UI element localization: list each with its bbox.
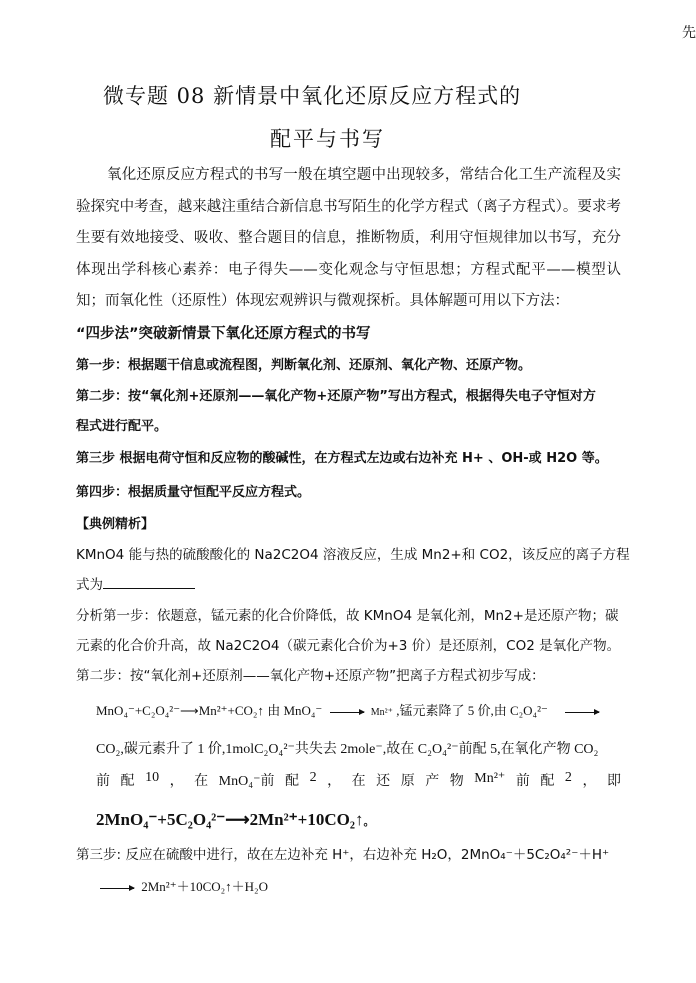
step-2a: 第二步：按“氧化剂+还原剂——氧化产物+还原产物”写出方程式，根据得失电子守恒对方 (76, 389, 596, 404)
arrow-icon-2 (565, 712, 599, 713)
arrow-icon-3 (100, 888, 134, 889)
word: 配 (540, 774, 555, 789)
page-title-line2: 配平与书写 (270, 127, 385, 151)
equation-note-mid: 由 MnO₄⁻ (267, 703, 323, 718)
analysis-line1: 分析第一步：依题意，锰元素的化合价降低，故 KMnO4 是氧化剂，Mn2+是还原产物；碳 (76, 608, 619, 624)
word: 产 (425, 774, 440, 789)
word: 2 (564, 770, 572, 785)
equation-mn: Mn²⁺ (370, 707, 393, 718)
analysis-line5 (96, 770, 621, 790)
word: ， (582, 774, 597, 789)
word: 物 (449, 774, 464, 789)
answer-blank (103, 576, 195, 589)
question-line1: KMnO4 能与热的硫酸酸化的 Na2C2O4 溶液反应，生成 Mn2+和 CO2，该反应的离子方程 (76, 547, 630, 563)
question-line2 (76, 573, 195, 593)
word: ， (169, 774, 184, 789)
equation-line1 (96, 700, 603, 719)
arrow-icon (330, 712, 364, 713)
step-2b: 程式进行配平。 (76, 419, 168, 434)
step3-equation-text: 2Mn²⁺＋10CO₂↑＋H₂O (141, 879, 268, 894)
corner-character: 先 (682, 25, 696, 41)
step-4: 第四步：根据质量守恒配平反应方程式。 (76, 485, 311, 500)
analysis-line3: 第二步：按“氧化剂+还原剂——氧化产物+还原产物”把离子方程式初步写成： (76, 668, 545, 684)
section-heading: “四步法”突破新情景下氧化还原方程式的书写 (76, 326, 371, 342)
step-3: 第三步 根据电荷守恒和反应物的酸碱性，在方程式左边或右边补充 H+ 、OH-或 H2O 等。 (76, 451, 608, 466)
balanced-equation-text: 2MnO₄⁻+5C₂O₄²⁻⟶2Mn²⁺+10CO₂↑ (96, 810, 364, 829)
word: Mn²⁺ (474, 771, 506, 786)
word: 前 (96, 774, 110, 789)
word: 2 (309, 770, 317, 785)
intro-paragraph (76, 160, 621, 318)
equation-period: 。 (363, 816, 375, 828)
analysis-line4: CO₂,碳元素升了 1 价,1molC₂O₄²⁻共失去 2mole⁻,故在 C₂O₄²⁻前配 5,在氧化产物 CO₂ (96, 742, 599, 757)
example-heading: 【典例精析】 (76, 517, 155, 532)
word: 配 (285, 774, 300, 789)
step-1: 第一步：根据题干信息或流程图，判断氧化剂、还原剂、氧化产物、还原产物。 (76, 358, 532, 373)
word: 在 (194, 774, 209, 789)
analysis-line2: 元素的化合价升高，故 Na2C2O4（碳元素化合价为+3 价）是还原剂，CO2 是氧化产物。 (76, 638, 621, 654)
word: 即 (606, 774, 621, 789)
step3-analysis: 第三步: 反应在硫酸中进行，故在左边补充 H⁺，右边补充 H₂O，2MnO₄⁻＋5C₂O₄²⁻＋H⁺ (76, 847, 610, 863)
word: ， (327, 774, 342, 789)
word: 前 (515, 774, 530, 789)
equation-unbalanced: MnO₄⁻+C₂O₄²⁻⟶Mn²⁺+CO₂↑ (96, 703, 264, 718)
equation-note-rest: ,锰元素降了 5 价,由 C₂O₄²⁻ (396, 703, 548, 718)
word: MnO₄⁻前 (218, 774, 275, 789)
word: 10 (145, 770, 160, 785)
intro-text: 氧化还原反应方程式的书写一般在填空题中出现较多，常结合化工生产流程及实验探究中考查，越来越注重结合新信息书写陌生的化学方程式（离子方程式）。要求考生要有效地接受、吸收、整合题目的信息，推断物质，利用守恒规律加以书写，充分体现出学科核心素养：电子得失——变化观念与守恒思想；方程式配平——模型认知；而氧化性（还原性）体现宏观辨识与微观探析。具体解题可用以下方法： (76, 167, 621, 309)
word: 在 (351, 774, 366, 789)
page-title-line1: 微专题 08 新情景中氧化还原反应方程式的 (103, 84, 522, 108)
balanced-equation (96, 810, 374, 830)
word: 还 (376, 774, 391, 789)
word: 配 (120, 774, 135, 789)
word: 原 (400, 774, 415, 789)
question-text: 式为 (76, 577, 103, 593)
step3-equation (100, 876, 268, 895)
